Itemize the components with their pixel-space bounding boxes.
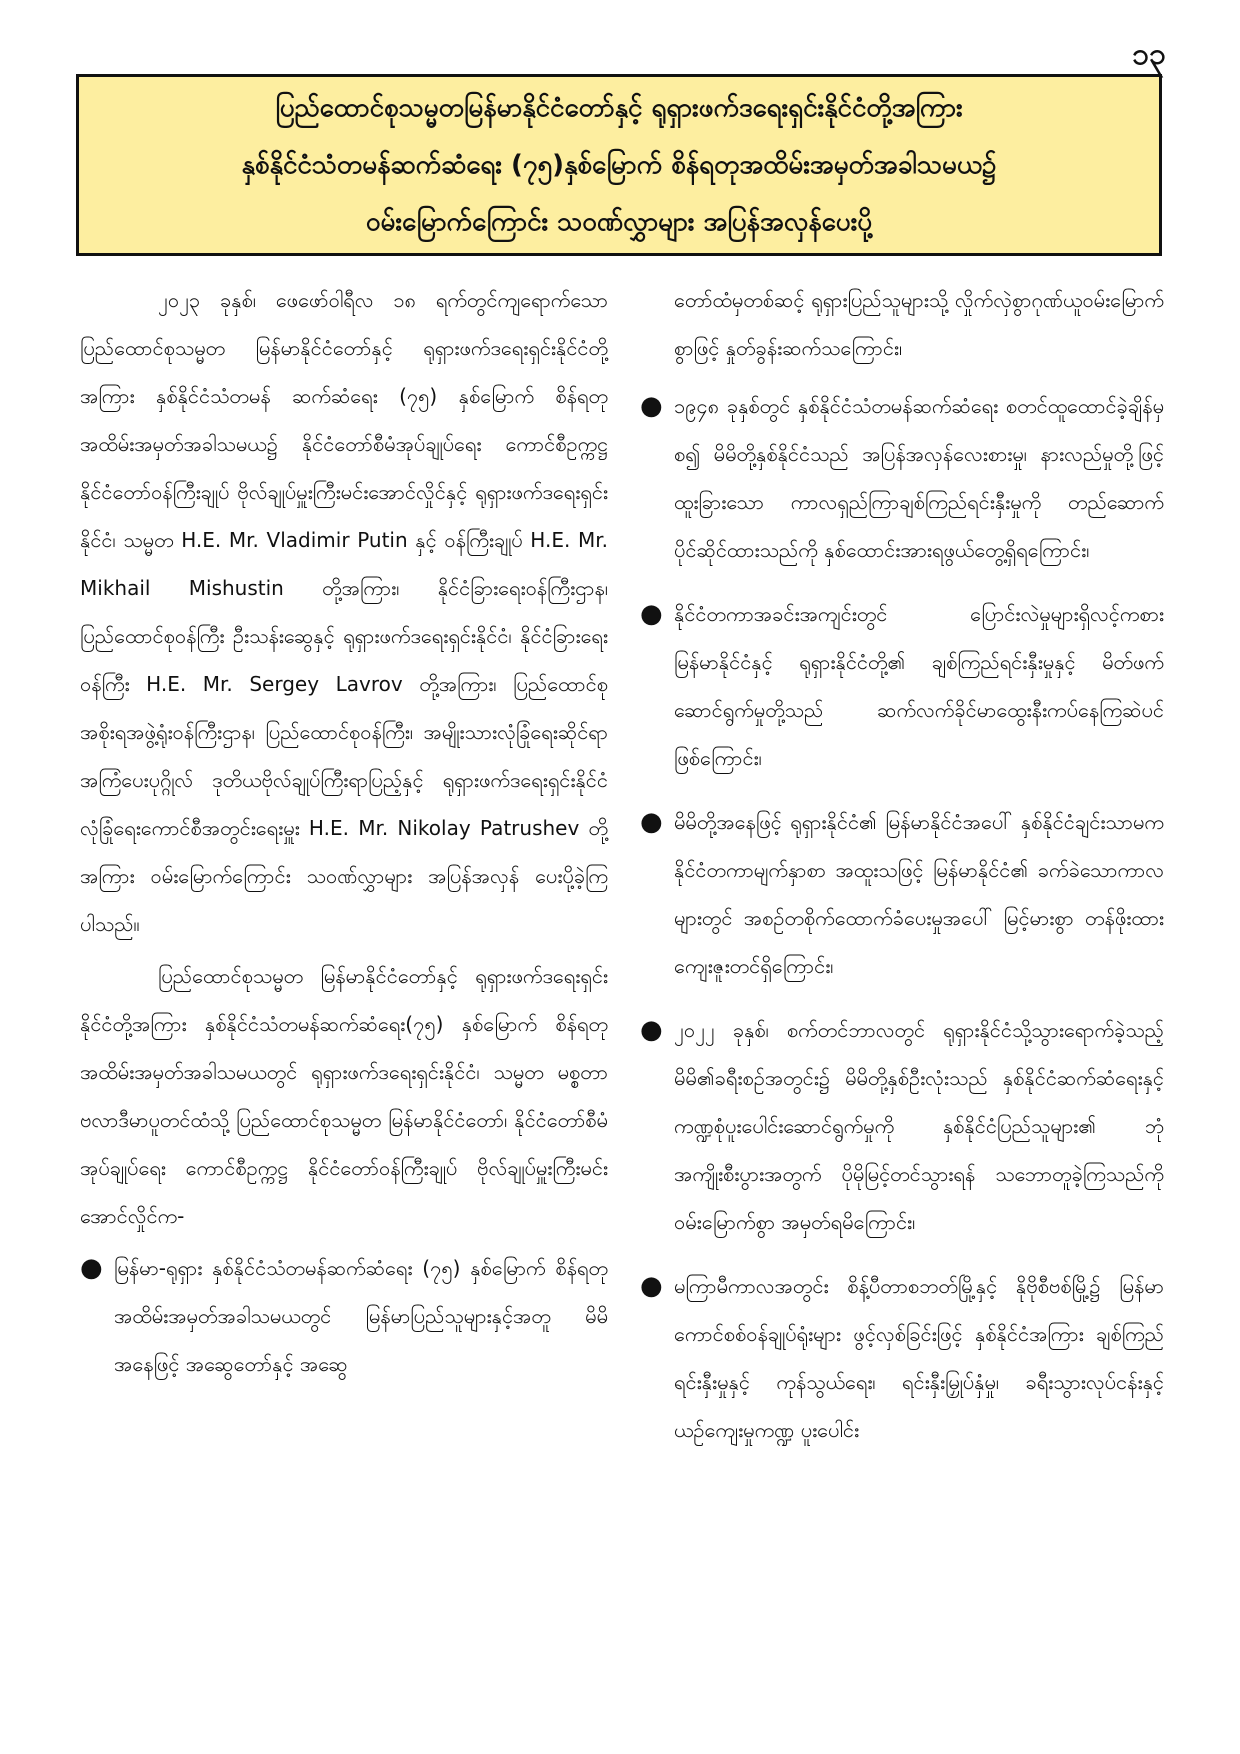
page-number: ၁၃	[1132, 37, 1166, 72]
right-bullet-item-2	[640, 590, 1164, 782]
right-bullet-item-1	[640, 382, 1164, 574]
bullet-icon: ●	[640, 1271, 663, 1301]
title-line-3: ဝမ်းမြောက်ကြောင်း သဝဏ်လွှာများ အပြန်အလှန်ပေးပို့	[365, 206, 873, 237]
right-bullet-text-3: မိမိတို့အနေဖြင့် ရုရှားနိုင်ငံ၏ မြန်မာနိုင်ငံအပေါ် နှစ်နိုင်ငံချင်းသာမက နိုင်ငံတကာမျက်နှာစာ အထူးသဖြင့် မြန်မာနိုင်ငံ၏ ခက်ခဲသောကာလများတွင် အစဉ်တစိုက်ထောက်ခံပေးမှုအပေါ် မြင့်မားစွာ တန်ဖိုးထားကျေးဇူးတင်ရှိကြောင်း၊	[674, 810, 1164, 978]
right-column	[640, 276, 1164, 1470]
left-paragraph-2: ပြည်ထောင်စုသမ္မတ မြန်မာနိုင်ငံတော်နှင့် ရုရှားဖက်ဒရေးရှင်းနိုင်ငံတို့အကြား နှစ်နိုင်ငံသံတမန်ဆက်ဆံရေး(၇၅) နှစ်မြောက် စိန်ရတုအထိမ်းအမှတ်အခါသမယတွင် ရုရှားဖက်ဒရေးရှင်းနိုင်ငံ၊ သမ္မတ မစ္စတာဗလာဒီမာပူတင်ထံသို့ ပြည်ထောင်စုသမ္မတ မြန်မာနိုင်ငံတော်၊ နိုင်ငံတော်စီမံအုပ်ချုပ်ရေး ကောင်စီဥက္ကဋ္ဌ နိုင်ငံတော်ဝန်ကြီးချုပ် ဗိုလ်ချုပ်မှူးကြီးမင်းအောင်လှိုင်က-	[80, 964, 608, 1228]
bullet-icon: ●	[640, 599, 663, 629]
title-box	[76, 74, 1162, 256]
bullet-icon: ●	[80, 1253, 103, 1283]
bullet-icon: ●	[640, 391, 663, 421]
right-bullet-item-4	[640, 1006, 1164, 1246]
right-bullet-item-3	[640, 798, 1164, 990]
title-line-1: ပြည်ထောင်စုသမ္မတမြန်မာနိုင်ငံတော်နှင့် ရုရှားဖက်ဒရေးရှင်းနိုင်ငံတို့အကြား	[275, 92, 963, 123]
left-bullet-list	[80, 1244, 608, 1388]
right-bullet-text-1: ၁၉၄၈ ခုနှစ်တွင် နှစ်နိုင်ငံသံတမန်ဆက်ဆံရေး စတင်ထူထောင်ခဲ့ချိန်မှစ၍ မိမိတို့နှစ်နိုင်ငံသည် အပြန်အလှန်လေးစားမှု၊ နားလည်မှုတို့ဖြင့် ထူးခြားသော ကာလရှည်ကြာချစ်ကြည်ရင်းနှီးမှုကို တည်ဆောက်ပိုင်ဆိုင်ထားသည်ကို နှစ်ထောင်းအားရဖွယ်တွေ့ရှိရကြောင်း၊	[674, 394, 1164, 562]
bullet-icon: ●	[640, 1015, 663, 1045]
right-continuation-text: တော်ထံမှတစ်ဆင့် ရုရှားပြည်သူများသို့ လှိုက်လှဲစွာဂုဏ်ယူဝမ်းမြောက်စွာဖြင့် နှုတ်ခွန်းဆက်သကြောင်း၊	[674, 288, 1164, 360]
right-bullet-item-5	[640, 1262, 1164, 1454]
title-line-2: နှစ်နိုင်ငံသံတမန်ဆက်ဆံရေး (၇၅)နှစ်မြောက် စိန်ရတုအထိမ်းအမှတ်အခါသမယ၌	[241, 149, 997, 180]
right-bullet-text-4: ၂၀၂၂ ခုနှစ်၊ စက်တင်ဘာလတွင် ရုရှားနိုင်ငံသို့သွားရောက်ခဲ့သည့် မိမိ၏ခရီးစဉ်အတွင်း၌ မိမိတို့နှစ်ဦးလုံးသည် နှစ်နိုင်ငံဆက်ဆံရေးနှင့် ကဏ္ဍစုံပူးပေါင်းဆောင်ရွက်မှုကို နှစ်နိုင်ငံပြည်သူများ၏ ဘုံအကျိုးစီးပွားအတွက် ပိုမိုမြင့်တင်သွားရန် သဘောတူခဲ့ကြသည်ကို ဝမ်းမြောက်စွာ အမှတ်ရမိကြောင်း၊	[674, 1018, 1164, 1234]
left-paragraph-1: ၂၀၂၃ ခုနှစ်၊ ဖေဖော်ဝါရီလ ၁၈ ရက်တွင်ကျရောက်သော ပြည်ထောင်စုသမ္မတ မြန်မာနိုင်ငံတော်နှင့် ရုရှားဖက်ဒရေးရှင်းနိုင်ငံတို့အကြား နှစ်နိုင်ငံသံတမန် ဆက်ဆံရေး (၇၅) နှစ်မြောက် စိန်ရတုအထိမ်းအမှတ်အခါသမယ၌ နိုင်ငံတော်စီမံအုပ်ချုပ်ရေး ကောင်စီဥက္ကဋ္ဌ နိုင်ငံတော်ဝန်ကြီးချုပ် ဗိုလ်ချုပ်မှူးကြီးမင်းအောင်လှိုင်နှင့် ရုရှားဖက်ဒရေးရှင်းနိုင်ငံ၊ သမ္မတ H.E. Mr. Vladimir Putin နှင့် ဝန်ကြီးချုပ် H.E. Mr. Mikhail Mishustin တို့အကြား၊ နိုင်ငံခြားရေးဝန်ကြီးဌာန၊ ပြည်ထောင်စုဝန်ကြီး ဦးသန်းဆွေနှင့် ရုရှားဖက်ဒရေးရှင်းနိုင်ငံ၊ နိုင်ငံခြားရေးဝန်ကြီး H.E. Mr. Sergey Lavrov တို့အကြား၊ ပြည်ထောင်စုအစိုးရအဖွဲ့ရုံးဝန်ကြီးဌာန၊ ပြည်ထောင်စုဝန်ကြီး၊ အမျိုးသားလုံခြုံရေးဆိုင်ရာအကြံပေးပုဂ္ဂိုလ် ဒုတိယဗိုလ်ချုပ်ကြီးရာပြည့်နှင့် ရုရှားဖက်ဒရေးရှင်းနိုင်ငံ လုံခြုံရေးကောင်စီအတွင်းရေးမှူး H.E. Mr. Nikolay Patrushev တို့အကြား ဝမ်းမြောက်ကြောင်း သဝဏ်လွှာများ အပြန်အလှန် ပေးပို့ခဲ့ကြပါသည်။	[80, 288, 608, 936]
left-bullet-text-1: မြန်မာ-ရုရှား နှစ်နိုင်ငံသံတမန်ဆက်ဆံရေး (၇၅) နှစ်မြောက် စိန်ရတုအထိမ်းအမှတ်အခါသမယတွင် မြန်မာပြည်သူများနှင့်အတူ မိမိအနေဖြင့် အဆွေတော်နှင့် အဆွေ	[114, 1256, 608, 1376]
right-bullet-text-2: နိုင်ငံတကာအခင်းအကျင်းတွင် ပြောင်းလဲမှုများရှိလင့်ကစား မြန်မာနိုင်ငံနှင့် ရုရှားနိုင်ငံတို့၏ ချစ်ကြည်ရင်းနှီးမှုနှင့် မိတ်ဖက်ဆောင်ရွက်မှုတို့သည် ဆက်လက်ခိုင်မာထွေးနီးကပ်နေကြဆဲပင်ဖြစ်ကြောင်း၊	[674, 602, 1164, 770]
right-bullet-text-5: မကြာမီကာလအတွင်း စိန့်ပီတာစဘတ်မြို့နှင့် နိုဗိုစီဗစ်မြို့၌ မြန်မာကောင်စစ်ဝန်ချုပ်ရုံးများ ဖွင့်လှစ်ခြင်းဖြင့် နှစ်နိုင်ငံအကြား ချစ်ကြည်ရင်းနှီးမှုနှင့် ကုန်သွယ်ရေး၊ ရင်းနှီးမြှုပ်နှံမှု၊ ခရီးသွားလုပ်ငန်းနှင့် ယဉ်ကျေးမှုကဏ္ဍ ပူးပေါင်း	[674, 1274, 1164, 1442]
bullet-icon: ●	[640, 807, 663, 837]
right-bullet-list	[640, 382, 1164, 1454]
left-bullet-item-1	[80, 1244, 608, 1388]
left-column	[80, 276, 608, 1404]
